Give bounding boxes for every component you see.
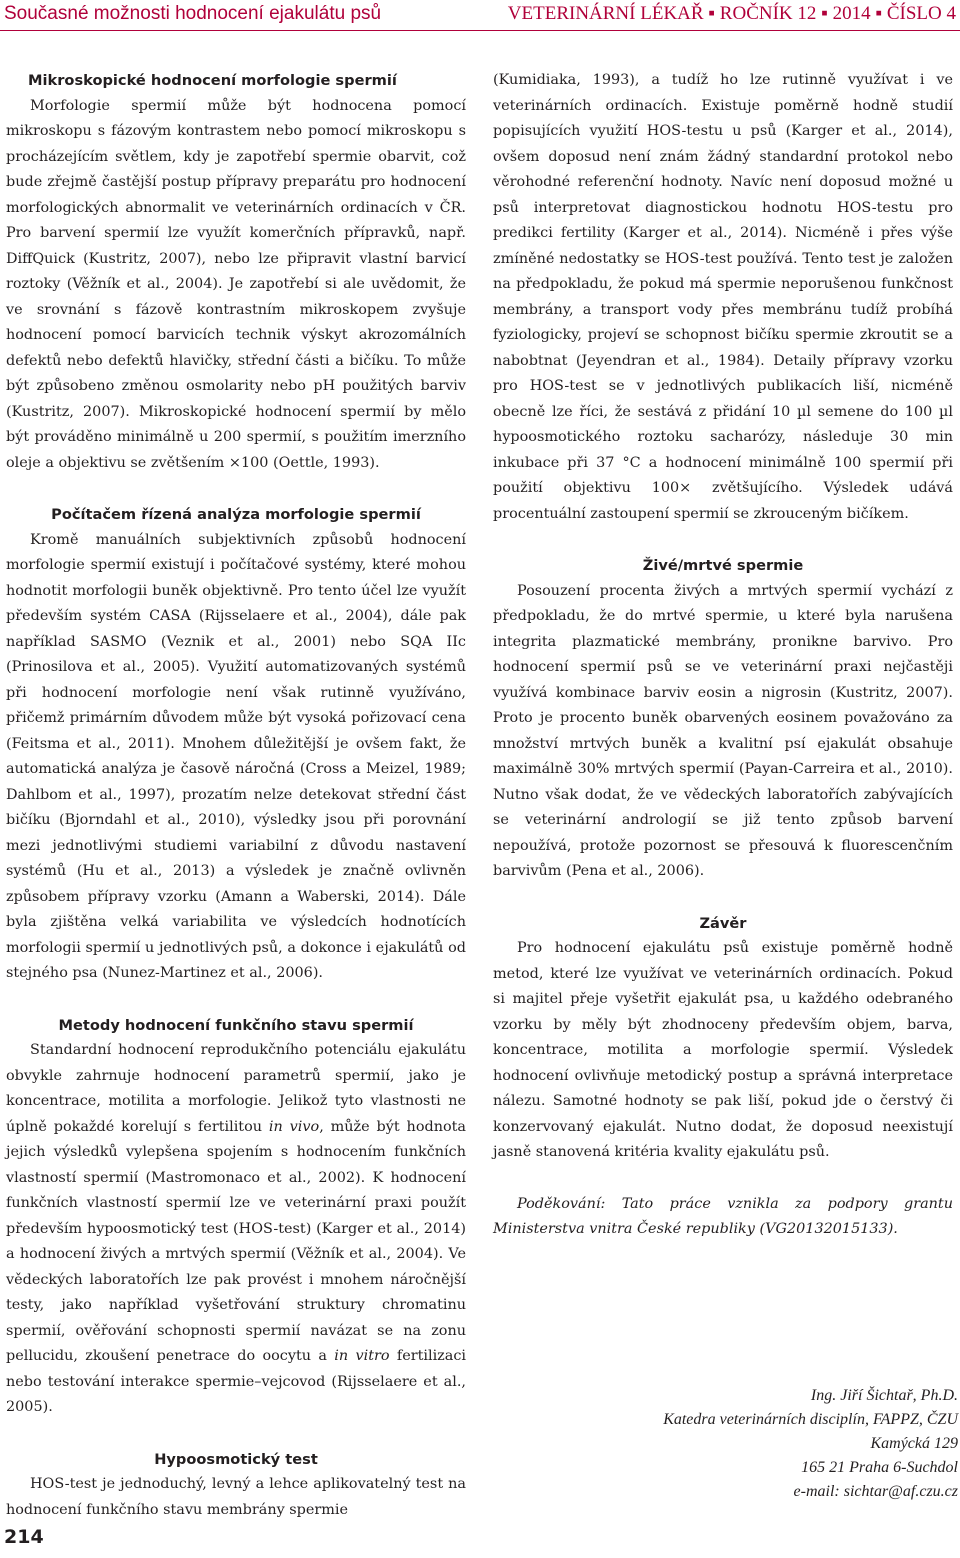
header-rule (0, 30, 960, 31)
heading-live-dead: Živé/mrtvé spermie (642, 557, 804, 574)
author-block (663, 1384, 958, 1504)
paragraph-hos-test-cont: (Kumidiaka, 1993), a tudíž ho lze rutinně využívat i ve veterinárních ordinacích. Existuje poměrně hodně studií popisujících využití HOS-testu u psů (Karger et al., 2014), ovšem doposud není znám žádný standardní protokol nebo věrohodné referenční hodnoty. Navíc není doposud možné u psů interpretovat diagnostickou hodnotu HOS-testu pro predikci fertility (Karger et al., 2014). Nicméně i přes výše zmíněné nedostatky se HOS-test používá. Tento test je založen na předpokladu, že pokud má spermie neporušenou funkčnost membrány, a transport vody přes membránu tudíž probíhá fyziologicky, projeví se schopnost bičíku spermie zkroutit se a nabobtnat (Jeyendran et al., 1984). Detaily přípravy vzorku pro HOS-test se v jednotlivých publikacích liší, nicméně obecně lze říci, že sestává z přidání 10 µl semene do 100 µl hypoosmotického roztoku sacharózy, následuje 30 min inkubace při 37 °C a hodnocení minimálně 100 spermií při použití objektivu 100× zvětšujícího. Výsledek udává procentuální zastoupení spermií se zkrouceným bičíkem. (493, 72, 953, 522)
paragraph-hos-test: HOS-test je jednoduchý, levný a lehce aplikovatelný test na hodnocení funkčního stavu membrány spermie (6, 1476, 466, 1518)
left-column (6, 68, 466, 1523)
heading-functional-methods: Metody hodnocení funkčního stavu spermií (58, 1016, 414, 1034)
article-short-title: Současné možnosti hodnocení ejakulátu psů (4, 3, 382, 24)
heading-microscopic-morphology: Mikroskopické hodnocení morfologie spermií (28, 72, 397, 89)
heading-computer-analysis: Počítačem řízená analýza morfologie spermií (51, 506, 421, 523)
author-street: Kamýcká 129 (870, 1435, 958, 1452)
journal-issue-info: VETERINÁRNÍ LÉKAŘ ▪ ROČNÍK 12 ▪ 2014 ▪ ČÍSLO 4 (507, 3, 956, 24)
paragraph-microscopic-morphology: Morfologie spermií může být hodnocena pomocí mikroskopu s fázovým kontrastem nebo pomocí mikroskopu s procházejícím světlem, kdy je zapotřebí spermie obarvit, což bude zřejmě častější postup přípravy preparátu pro hodnocení morfologických abnormalit ve veterinárních ordinacích v ČR. Pro barvení spermií lze využít komerčních přípravků, např. DiffQuick (Kustritz, 2007), nebo lze připravit vlastní barvicí roztoky (Věžník et al., 2004). Je zapotřebí si ale uvědomit, že ve srovnání s fázově kontrastním mikroskopem zvyšuje hodnocení pomocí barvicích technik výskyt akrozomálních defektů nebo defektů hlavičky, střední části a bičíku. To může být způsobeno změnou osmolarity nebo pH použitých barviv (Kustritz, 2007). Mikroskopické hodnocení spermií by mělo být prováděno minimálně u 200 spermií, s použitím imerzního oleje a objektivu se zvětšením ×100 (Oettle, 1993). (6, 97, 466, 471)
author-city: 165 21 Praha 6-Suchdol (801, 1459, 958, 1476)
paragraph-conclusion: Pro hodnocení ejakulátu psů existuje poměrně hodně metod, které lze využívat ve veterinárních ordinacích. Pokud si majitel přeje vyšetřit ejakulát psa, u každého odebraného vzorku by měly být zhodnoceny především objem, barva, koncentrace, motilita a morfologie spermií. Výsledek hodnocení ovlivňuje metodický postup a správná interpretace nálezu. Samotné hodnoty se pak liší, pokud jde o čerstvý či konzervovaný ejakulát. Nutno dodat, že doposud neexistují jasně stanovená kritéria kvality ejakulátu psů. (493, 940, 953, 1160)
author-department: Katedra veterinárních disciplín, FAPPZ, ČZU (663, 1411, 958, 1428)
running-header (0, 0, 960, 40)
acknowledgement: Poděkování: Tato práce vznikla za podpory grantu Ministerstva vnitra České republiky (VG20132015133). (493, 1195, 953, 1237)
page-number: 214 (4, 1526, 44, 1548)
right-column (493, 68, 953, 1243)
author-name: Ing. Jiří Šichtař, Ph.D. (810, 1387, 958, 1404)
heading-conclusion: Závěr (699, 914, 747, 932)
paragraph-functional-methods: Standardní hodnocení reprodukčního potenciálu ejakulátu obvykle zahrnuje hodnocení parametrů spermií, jako je koncentrace, motilita a morfologie. Jelikož tyto vlastnosti ne úplně pokaždé korelují s fertilitou in vivo, může být hodnota jejich výsledků vylepšena spojením s hodnocením funkčních vlastností spermií (Mastromonaco et al., 2002). K hodnocení funkčních vlastností spermií lze ve veterinární praxi použít především hypoosmotický test (HOS-test) (Karger et al., 2014) a hodnocení živých a mrtvých spermií (Věžník et al., 2004). Ve vědeckých laboratořích lze pak provést i mnohem náročnější testy, jako například vyšetřování struktury chromatinu spermií, ověřování schopnosti spermií navázat se na zonu pellucidu, zkoušení penetrace do oocytu a in vitro fertilizaci nebo testování interakce spermie–vejcovod (Rijsselaere et al., 2005). (6, 1042, 467, 1415)
paragraph-computer-analysis: Kromě manuálních subjektivních způsobů hodnocení morfologie spermií existují i počítačové systémy, které mohou hodnotit morfologii buněk objektivně. Pro tento účel lze využít především systém CASA (Rijsselaere et al., 2004), dále pak například SASMO (Veznik et al., 2001) nebo SQA IIc (Prinosilova et al., 2005). Využití automatizovaných systémů při hodnocení morfologie není však rutinně využíváno, přičemž primárním důvodem může být vysoká pořizovací cena (Feitsma et al., 2011). Mnohem důležitější je ovšem fakt, že automatická analýza je časově náročná (Cross a Meizel, 1989; Dahlbom et al., 1997), prozatím nelze detekovat střední část bičíku (Bjorndahl et al., 2010), výsledky jsou při porovnání mezi jednotlivými studiemi variabilní z důvodu nastavení systémů (Hu et al., 2013) a výsledek je značně ovlivněn způsobem přípravy vzorku (Amann a Waberski, 2014). Dále byla zjištěna velká variabilita ve výsledcích hodnotících morfologii spermií u jednotlivých psů, a dokonce i ejakulátů od stejného psa (Nunez-Martinez et al., 2006). (6, 531, 466, 981)
heading-hos-test: Hypoosmotický test (154, 1450, 318, 1468)
paragraph-live-dead: Posouzení procenta živých a mrtvých spermií vychází z předpokladu, že do mrtvé spermie, u které byla narušena integrita plazmatické membrány, pronikne barvivo. Pro hodnocení spermií psů se ve veterinární praxi nejčastěji využívá kombinace barviv eosin a nigrosin (Kustritz, 2007). Proto je procento buněk obarvených eosinem považováno za množství mrtvých buněk a kvalitní psí ejakulát obsahuje maximálně 30% mrtvých spermií (Payan-Carreira et al., 2010). Nutno však dodat, že ve vědeckých laboratořích zabývajících se veterinární andrologií se již tento způsob barvení nepoužívá, protože pozornost se přesouvá k fluorescenčním barvivům (Pena et al., 2006). (493, 582, 953, 879)
author-email: e-mail: sichtar@af.czu.cz (793, 1483, 958, 1500)
